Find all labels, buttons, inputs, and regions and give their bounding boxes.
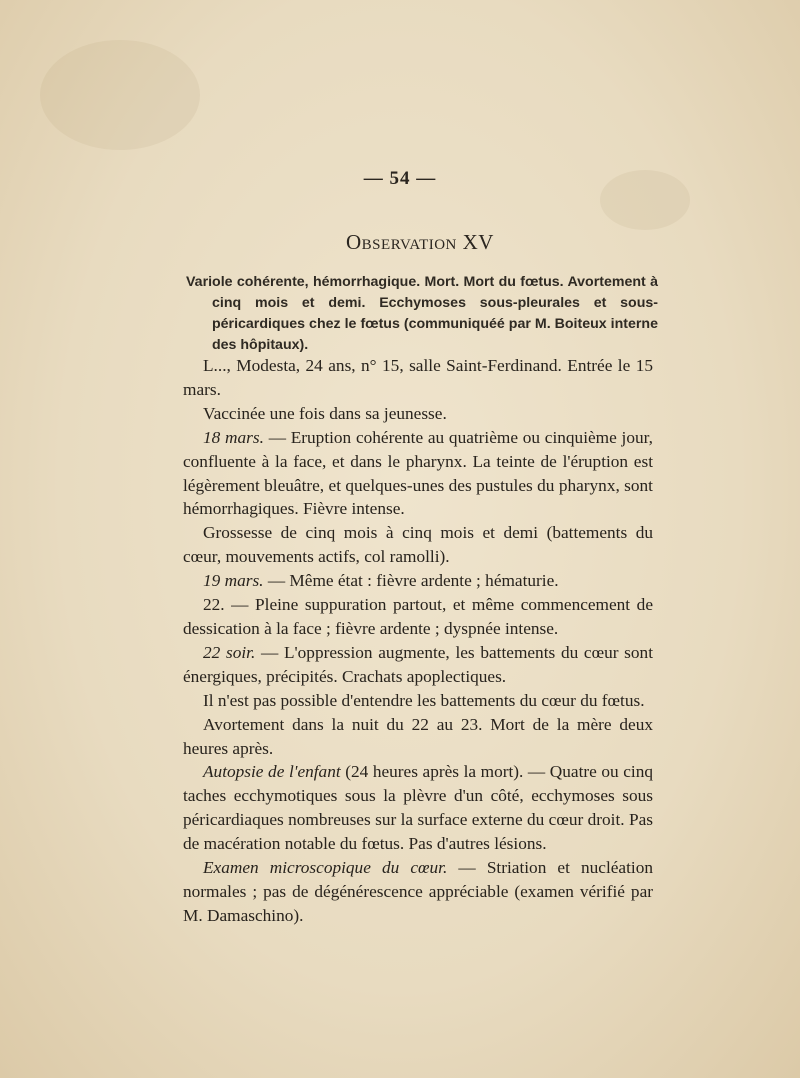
case-body (183, 354, 653, 928)
paragraph-text: (24 heures après la mort). — Quatre ou cinq taches ecchymotiques sous la plèvre d'un côté, ecchymoses sous péricardiaques nombreuses sur la surface externe du cœur droit. Pas de macération notable du fœtus. Pas d'autres lésions. (183, 762, 654, 854)
paragraph-text: — Même état : fièvre ardente ; hématurie. (263, 571, 559, 591)
paragraph (183, 521, 653, 569)
paragraph (183, 856, 653, 928)
paragraph-text: 22. — Pleine suppuration partout, et même commencement de dessication à la face ; fièvre ardente ; dyspnée intense. (183, 595, 653, 638)
paragraph-text: — Striation et nucléation normales ; pas de dégénérescence appréciable (examen vérifié par M. Damaschino). (183, 858, 653, 925)
paragraph-text: Avortement dans la nuit du 22 au 23. Mort de la mère deux heures après. (183, 714, 653, 758)
observation-title (0, 230, 800, 255)
paragraph (183, 354, 653, 402)
paragraph-text: — L'oppression augmente, les battements du cœur sont énergiques, précipités. Crachats apoplectiques. (183, 642, 653, 686)
paragraph-lead: 22 soir. (203, 642, 256, 662)
paragraph-lead: Examen microscopique du cœur. (203, 858, 448, 878)
page-number: — 54 — (363, 168, 437, 189)
paragraph-lead: 18 mars. (203, 427, 264, 447)
paragraph (183, 760, 653, 856)
paragraph-text: Grossesse de cinq mois à cinq mois et demi (battements du cœur, mouvements actifs, col ramolli). (183, 523, 653, 567)
observation-title-text: Observation XV (346, 230, 494, 254)
paragraph (183, 426, 653, 522)
paper-stain (40, 40, 200, 150)
paragraph-text: — Eruption cohérente au quatrième ou cinquième jour, confluente à la face, et dans le pharynx. La teinte de l'éruption est légèrement bleuâtre, et quelques-unes des pustules du pharynx, sont hémorrhagiques. Fièvre intense. (183, 427, 654, 519)
paragraph-lead: Autopsie de l'enfant (203, 762, 341, 782)
case-summary (186, 272, 658, 356)
paragraph-lead: 19 mars. (203, 571, 264, 591)
case-summary-text: Variole cohérente, hémorrhagique. Mort. Mort du fœtus. Avortement à cinq mois et demi. Ecchymoses sous-pleurales et sous-péricardiques chez le fœtus (communiquéé par M. Boiteux interne des hôpitaux). (186, 274, 658, 353)
paragraph (183, 402, 653, 426)
paragraph (183, 713, 653, 761)
paragraph-text: L..., Modesta, 24 ans, n° 15, salle Saint-Ferdinand. Entrée le 15 mars. (183, 356, 653, 399)
paragraph-text: Vaccinée une fois dans sa jeunesse. (203, 403, 447, 423)
paragraph (183, 689, 653, 713)
paragraph-text: Il n'est pas possible d'entendre les battements du cœur du fœtus. (203, 690, 645, 710)
paragraph (183, 641, 653, 689)
paragraph (183, 569, 653, 593)
paragraph (183, 593, 653, 641)
